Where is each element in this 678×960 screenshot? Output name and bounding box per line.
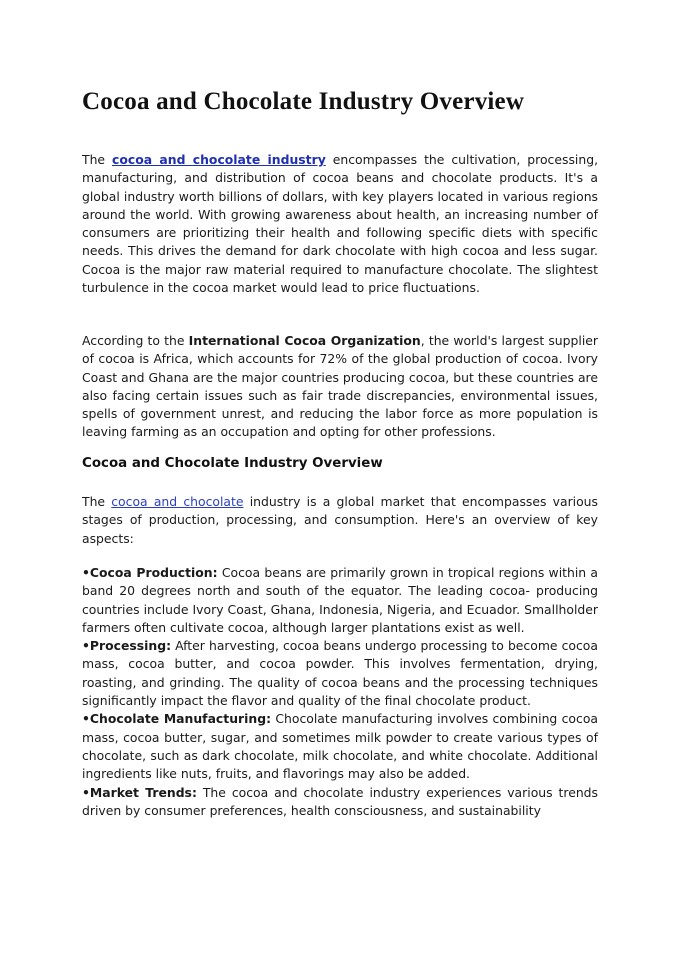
overview-paragraph	[82, 493, 598, 548]
bullet-label: Cocoa Production:	[89, 565, 218, 580]
list-item	[82, 710, 598, 783]
bullet-marker: •	[82, 784, 90, 800]
section-heading: Cocoa and Chocolate Industry Overview	[82, 456, 383, 471]
overview-text-post: industry is a global market that encompasses various stages of production, processing, and consumption. Here's an overview of key aspects:	[82, 494, 598, 546]
cocoa-chocolate-link[interactable]: cocoa and chocolate	[111, 494, 244, 509]
icco-paragraph	[82, 332, 598, 442]
bullet-text: The cocoa and chocolate industry experiences various trends driven by consumer preferences, health consciousness, and sustainability	[82, 784, 598, 818]
bullet-marker: •	[82, 565, 90, 580]
bullet-label: Chocolate Manufacturing:	[89, 711, 272, 727]
list-item	[82, 637, 598, 710]
intro-text-pre: The	[82, 152, 112, 167]
icco-organization-name: International Cocoa Organization	[188, 333, 421, 348]
aspects-list	[82, 564, 598, 820]
bullet-marker: •	[82, 638, 90, 654]
list-item	[82, 564, 598, 637]
page-title: Cocoa and Chocolate Industry Overview	[82, 88, 525, 115]
bullet-text: Cocoa beans are primarily grown in tropical regions within a band 20 degrees north and south of the equator. The leading cocoa- producing countries include Ivory Coast, Ghana, Indonesia, Nigeria, and Ecuador. Smallholder farmers often cultivate cocoa, although larger plantations exist as well.	[82, 565, 598, 635]
list-item	[82, 784, 598, 821]
intro-paragraph	[82, 151, 598, 297]
icco-text-post: , the world's largest supplier of cocoa is Africa, which accounts for 72% of the global production of cocoa. Ivory Coast and Ghana are the major countries producing cocoa, but these countries are also facing certain issues such as fair trade discrepancies, environmental issues, spells of government unrest, and reducing the labor force as more population is leaving farming as an occupation and opting for other professions.	[82, 333, 598, 440]
bullet-text: Chocolate manufacturing involves combining cocoa mass, cocoa butter, sugar, and sometimes milk powder to create various types of chocolate, such as dark chocolate, milk chocolate, and white chocolate. Additional ingredients like nuts, fruits, and flavorings may also be added.	[82, 711, 598, 782]
bullet-label: Processing:	[89, 638, 172, 654]
bullet-label: Market Trends:	[89, 784, 197, 800]
icco-text-pre: According to the	[82, 333, 189, 348]
intro-text-post: encompasses the cultivation, processing, manufacturing, and distribution of cocoa beans and chocolate products. It's a global industry worth billions of dollars, with key players located in various regions around the world. With growing awareness about health, an increasing number of consumers are prioritizing their health and following specific diets with specific needs. This drives the demand for dark chocolate with high cocoa and less sugar. Cocoa is the major raw material required to manufacture chocolate. The slightest turbulence in the cocoa market would lead to price fluctuations.	[82, 152, 599, 296]
bullet-marker: •	[82, 711, 90, 727]
overview-text-pre: The	[82, 494, 112, 509]
bullet-text: After harvesting, cocoa beans undergo processing to become cocoa mass, cocoa butter, and cocoa powder. This involves fermentation, drying, roasting, and grinding. The quality of cocoa beans and the processing techniques significantly impact the flavor and quality of the final chocolate product.	[82, 638, 598, 709]
cocoa-industry-link[interactable]: cocoa and chocolate industry	[112, 152, 326, 167]
